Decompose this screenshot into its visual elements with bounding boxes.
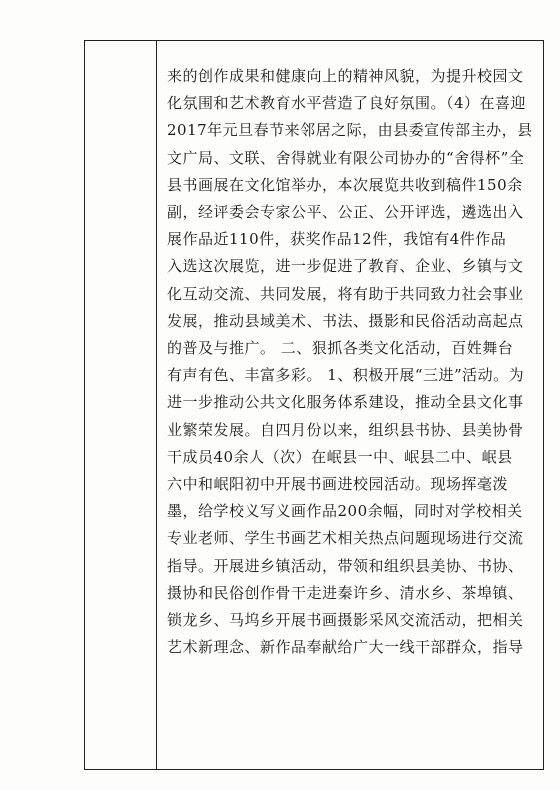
text-line: 文广局、文联、舍得就业有限公司协办的“舍得杯”全: [167, 148, 525, 167]
text-line: 来的创作成果和健康向上的精神风貌，为提升校园文: [167, 67, 524, 85]
text-line: 指导。开展进乡镇活动，带领和组织县美协、书协、: [167, 556, 524, 575]
text-line: 干成员40余人（次）在岷县一中、岷县二中、岷县: [167, 447, 513, 466]
body-paragraph: [167, 63, 535, 661]
text-line: 化互动交流、共同发展，将有助于共同致力社会事业: [167, 284, 524, 303]
text-line: 入选这次展览，进一步促进了教育、企业、乡镇与文: [167, 257, 524, 276]
text-line: 进一步推动公共文化服务体系建设，推动全县文化事: [167, 393, 524, 412]
text-line: 化氛围和艺术教育水平营造了良好氛围。（4）在喜迎: [167, 94, 527, 113]
text-line: 副，经评委会专家公平、公正、公开评选，遴选出入: [167, 203, 524, 222]
text-line: 的普及与推广。 二、狠抓各类文化活动，百姓舞台: [167, 339, 514, 358]
text-line: 有声有色、丰富多彩。 1、积极开展“三进”活动。为: [167, 366, 525, 385]
table-frame: [84, 40, 544, 770]
text-line: 业繁荣发展。自四月份以来，组织县书协、县美协骨: [167, 420, 524, 439]
text-line: 六中和岷阳初中开展书画进校园活动。现场挥毫泼: [167, 475, 509, 494]
text-line: 摄协和民俗创作骨干走进秦许乡、清水乡、茶埠镇、: [167, 583, 524, 602]
text-line: 艺术新理念、新作品奉献给广大一线干部群众，指导: [167, 638, 524, 657]
text-line: 展作品近110件，获奖作品12件，我馆有4件作品: [167, 230, 507, 249]
table-content-cell: [157, 41, 543, 769]
text-line: 专业老师、学生书画艺术相关热点问题现场进行交流: [167, 529, 524, 548]
text-line: 墨，给学校义写义画作品200余幅，同时对学校相关: [167, 502, 523, 521]
text-line: 县书画展在文化馆举办，本次展览共收到稿件150余: [167, 175, 523, 194]
table-left-column: [85, 41, 157, 769]
text-line: 锁龙乡、马坞乡开展书画摄影采风交流活动，把相关: [167, 611, 524, 630]
text-line: 2017年元旦春节来邻居之际，由县委宣传部主办，县: [167, 121, 533, 140]
text-line: 发展，推动县域美术、书法、摄影和民俗活动高起点: [167, 311, 524, 330]
